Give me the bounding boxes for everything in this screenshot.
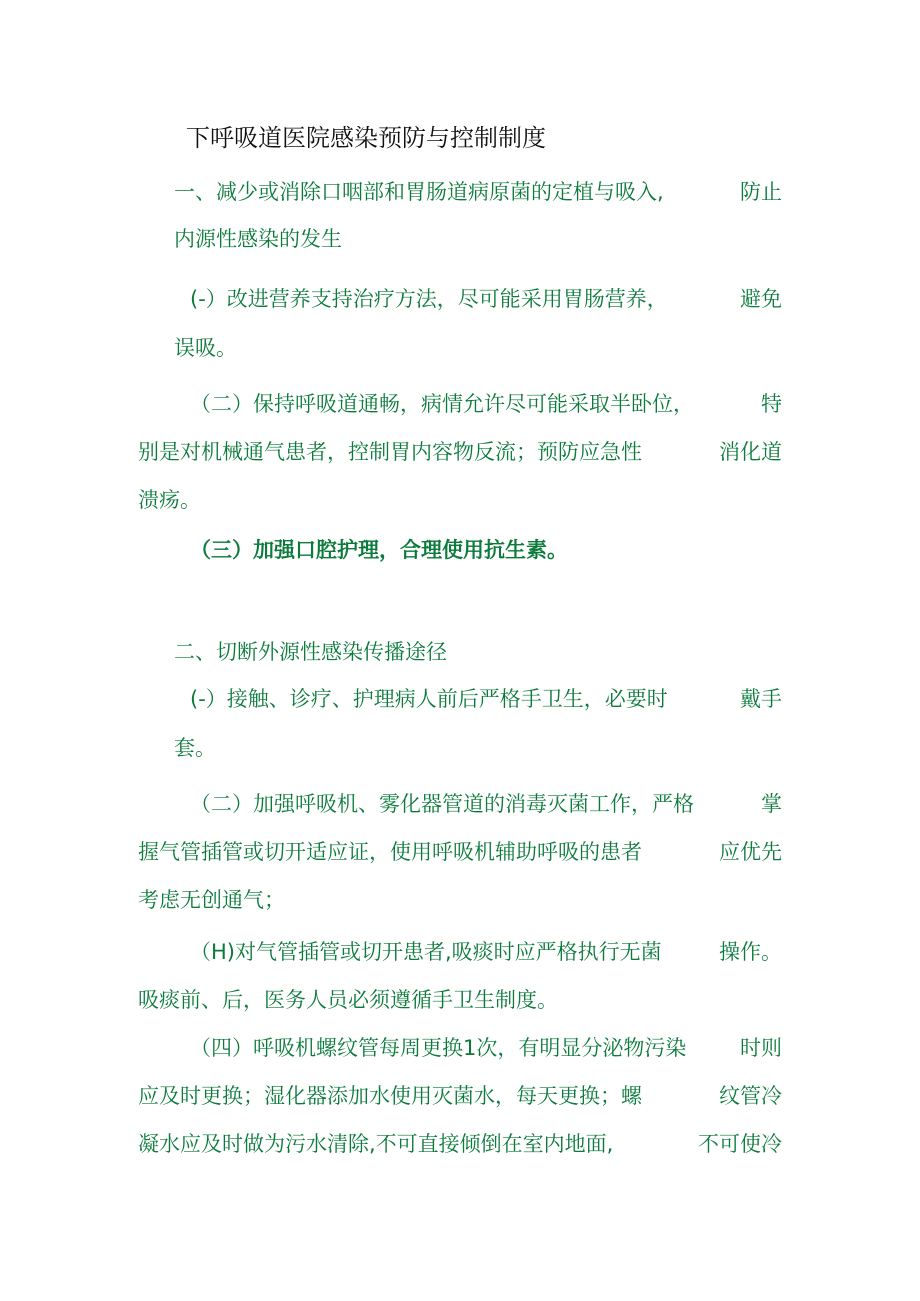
section2-heading: 二、切断外源性感染传播途径 [174,640,447,664]
section1-item1-line2: 误吸。 [174,336,237,360]
section1-item2-line2-b: 消化道 [719,440,782,464]
section1-item2-line2-a: 别是对机械通气患者，控制胃内容物反流；预防应急性 [138,440,642,464]
section2-item4-line2 [138,1081,782,1111]
section1-item1-line1-a: (-）改进营养支持治疗方法，尽可能采用胃肠营养， [190,287,668,311]
document-title: 下呼吸道医院感染预防与控制制度 [186,124,546,152]
section1-item3: （三）加强口腔护理，合理使用抗生素。 [190,538,568,562]
section1-heading-line1 [174,177,782,207]
section2-item2-line1-a: （二）加强呼吸机、雾化器管道的消毒灭菌工作，严格 [190,792,694,816]
section2-item4-line2-b: 纹管冷 [719,1084,782,1108]
section2-item3-line1 [190,937,782,967]
section2-item3-line1-a: （H)对气管插管或切开患者,吸痰时应严格执行无菌 [190,940,662,964]
section2-item4-line3-b: 不可使冷 [698,1132,782,1156]
section1-item1-line1-b: 避免 [740,287,782,311]
section2-item2-line2-a: 握气管插管或切开适应证，使用呼吸机辅助呼吸的患者 [138,840,642,864]
section1-item2-line1-b: 特 [761,392,782,416]
section2-item1-line1 [190,684,782,714]
section2-item1-line1-a: (-）接触、诊疗、护理病人前后严格手卫生，必要时 [190,687,668,711]
section2-item2-line1-b: 掌 [761,792,782,816]
section2-item2-line1 [190,789,782,819]
section2-item3-line1-b: 操作。 [719,940,782,964]
section2-item1-line1-b: 戴手 [740,687,782,711]
section2-item2-line2 [138,837,782,867]
section1-item1-line1 [190,284,782,314]
section2-item2-line2-b: 应优先 [719,840,782,864]
section1-item2-line1-a: （二）保持呼吸道通畅，病情允许尽可能采取半卧位， [190,392,694,416]
section2-item4-line2-a: 应及时更换；湿化器添加水使用灭菌水，每天更换；螺 [138,1084,642,1108]
section2-item1-line2: 套。 [174,736,216,760]
section1-item2-line1 [190,389,782,419]
section1-heading-line2: 内源性感染的发生 [174,227,342,251]
section1-item2-line3: 溃疡。 [138,488,201,512]
section2-item2-line3: 考虑无创通气； [138,888,285,912]
section1-heading-line1-b: 防止 [740,180,782,204]
section1-item2-line2 [138,437,782,467]
section1-heading-line1-a: 一、减少或消除口咽部和胃肠道病原菌的定植与吸入, [174,180,664,204]
section2-item3-line2: 吸痰前、后，医务人员必须遵循手卫生制度。 [138,988,558,1012]
section2-item4-line1-b: 时则 [740,1036,782,1060]
section2-item4-line1-a: （四）呼吸机螺纹管每周更换1次，有明显分泌物污染 [190,1036,687,1060]
section2-item4-line3-a: 凝水应及时做为污水清除,不可直接倾倒在室内地面, [138,1132,614,1156]
section2-item4-line3 [138,1129,782,1159]
section2-item4-line1 [190,1033,782,1063]
